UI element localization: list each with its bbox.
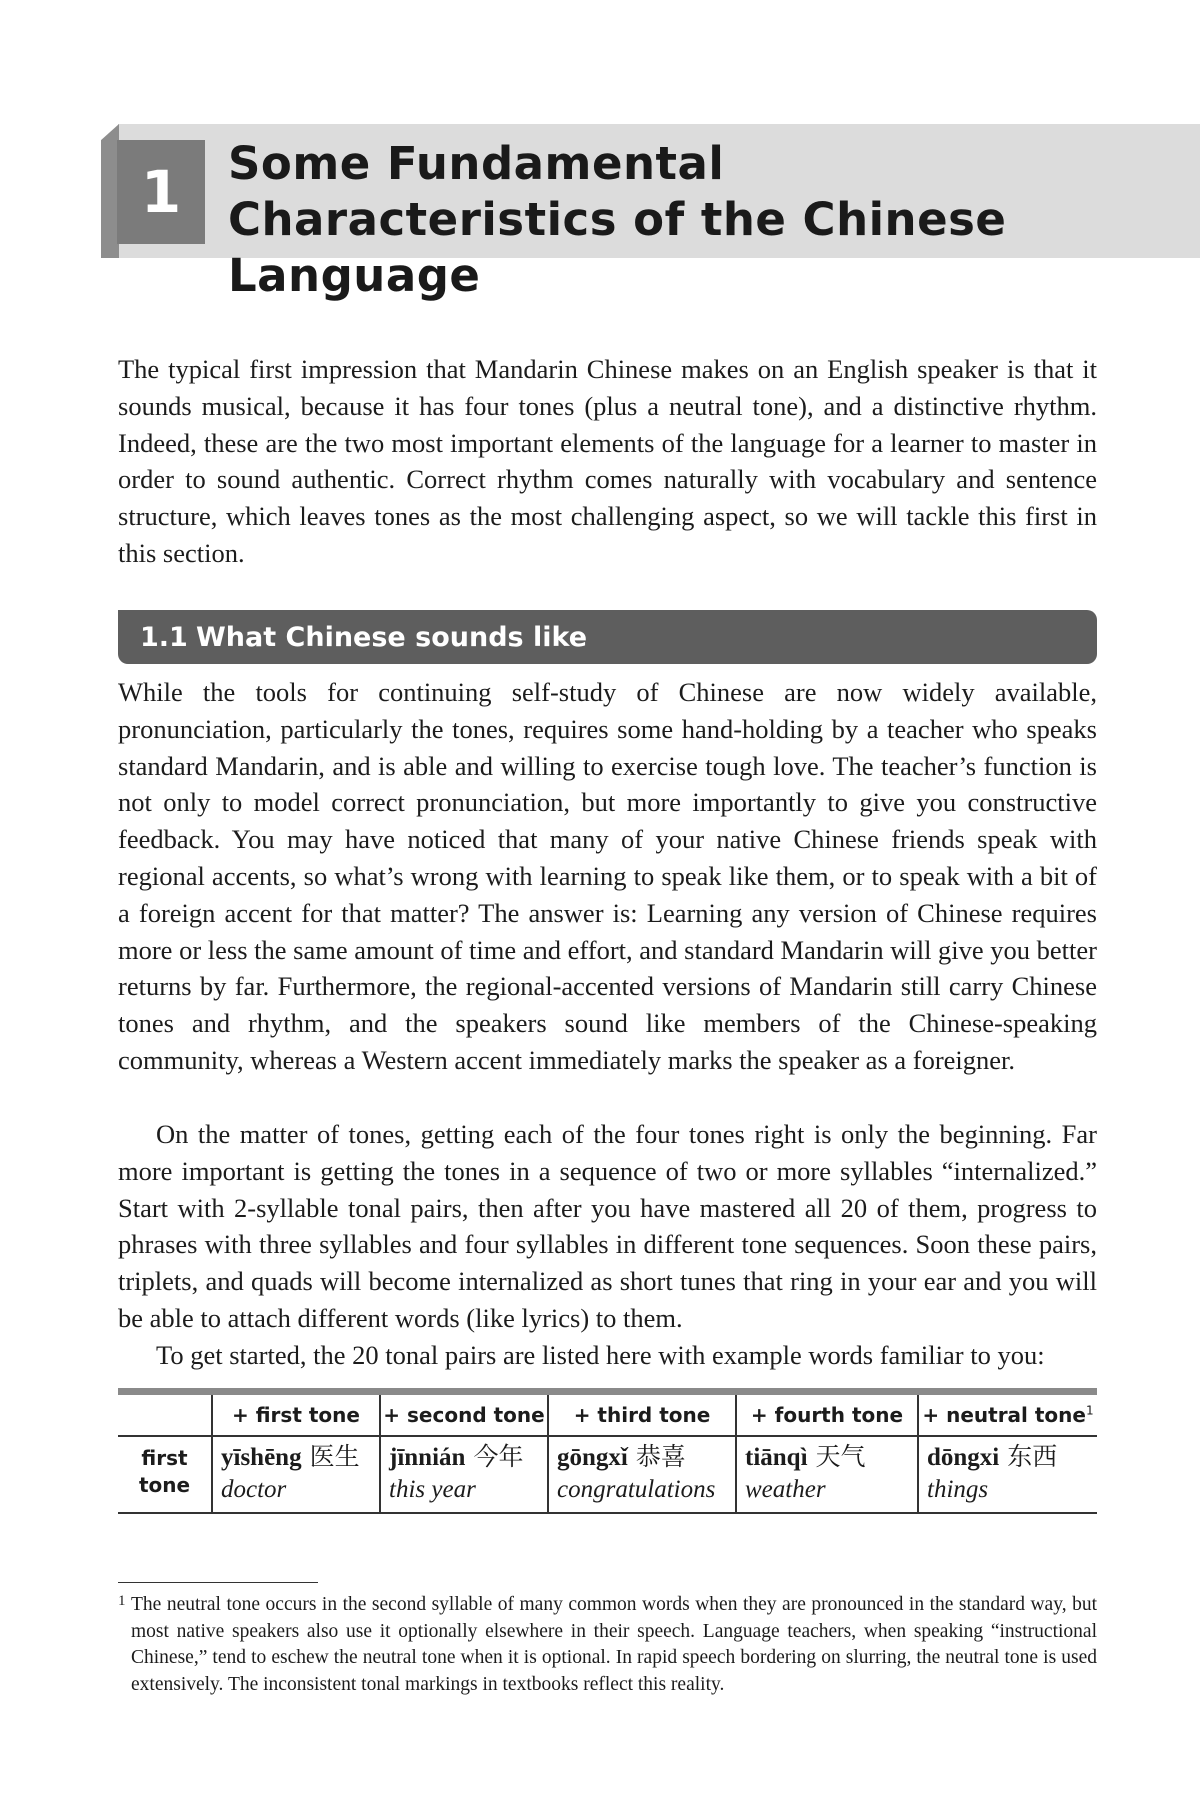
footnote-text: The neutral tone occurs in the second syllable of many common words when they are pronounced in the standard way, but most native speakers also use it optionally elsewhere in their speech. Language teachers, when speaking “instructional Chinese,” tend to eschew the neutral tone when it is optional. In rapid speech bordering on slurring, the neutral tone is used extensively. The inconsistent tonal markings in textbooks reflect this reality. <box>131 1594 1097 1695</box>
header-neutral-tone-label: + neutral tone <box>922 1403 1086 1427</box>
section-title: What Chinese sounds like <box>196 621 588 653</box>
hanzi: 今年 <box>473 1442 524 1471</box>
header-second-tone: + second tone <box>380 1392 548 1437</box>
footnote-marker: 1 <box>118 1593 126 1609</box>
gloss: weather <box>745 1476 826 1503</box>
body-paragraph-3: To get started, the 20 tonal pairs are listed here with example words familiar to you: <box>156 1340 1045 1370</box>
header-first-tone: + first tone <box>212 1392 380 1437</box>
tonal-pairs-table <box>118 1388 1097 1514</box>
intro-paragraph: The typical first impression that Mandarin Chinese makes on an English speaker is that it sounds musical, because it has four tones (plus a neutral tone), and a distinctive rhythm. Indeed, these are the two most important elements of the language for a learner to master in order to sound authentic. Correct rhythm comes naturally with vocabulary and sentence structure, which leaves tones as the most challenging aspect, so we will tackle this first in this section. <box>118 354 1097 568</box>
footnote <box>118 1592 1097 1698</box>
chapter-number: 1 <box>117 140 205 244</box>
body-paragraph-1: While the tools for continuing self-study of Chinese are now widely available, pronunciation, particularly the tones, requires some hand-holding by a teacher who speaks standard Mandarin, and is able and willing to exercise tough love. The teacher’s function is not only to model correct pronunciation, but more importantly to give you constructive feedback. You may have noticed that many of your native Chinese friends speak with regional accents, so what’s wrong with learning to speak like them, or to speak with a bit of a foreign accent for that matter? The answer is: Learning any version of Chinese requires more or less the same amount of time and effort, and standard Mandarin will give you better returns by far. Furthermore, the regional-accented versions of Mandarin still carry Chinese tones and rhythm, and the speakers sound like members of the Chinese-speaking community, whereas a Western accent immediately marks the speaker as a foreigner. <box>118 677 1097 1075</box>
row-label-line-2: tone <box>138 1473 191 1497</box>
pinyin-line <box>745 1441 917 1474</box>
pinyin: yīshēng <box>221 1444 302 1471</box>
table-corner-cell <box>118 1392 212 1437</box>
hanzi: 医生 <box>309 1442 360 1471</box>
hanzi: 恭喜 <box>635 1442 686 1471</box>
pinyin-line <box>927 1441 1097 1474</box>
table-cell <box>380 1436 548 1513</box>
header-neutral-tone <box>918 1392 1097 1437</box>
section-number: 1.1 <box>140 621 188 653</box>
gloss: doctor <box>221 1476 287 1503</box>
pinyin-line <box>221 1441 379 1474</box>
pinyin: tiānqì <box>745 1444 808 1471</box>
body-paragraph-2: On the matter of tones, getting each of the four tones right is only the beginning. Far more important is getting the tones in a sequence of two or more syllables “internalized.” Start with 2-syllable tonal pairs, then after you have mastered all 20 of them, progress to phrases with three syllables and four syllables in different tone sequences. Soon these pairs, triplets, and quads will become internalized as short tunes that ring in your ear and you will be able to attach different words (like lyrics) to them. <box>118 1119 1097 1333</box>
table-header-row <box>118 1392 1097 1437</box>
pinyin: dōngxi <box>927 1444 1000 1471</box>
pinyin: jīnnián <box>389 1444 466 1471</box>
table-cell <box>736 1436 918 1513</box>
pinyin-line <box>389 1441 547 1474</box>
gloss: this year <box>389 1476 476 1503</box>
gloss: congratulations <box>557 1476 716 1503</box>
table-cell <box>548 1436 736 1513</box>
footnote-divider <box>118 1582 318 1583</box>
hanzi: 东西 <box>1007 1442 1058 1471</box>
chapter-title: Some Fundamental Characteristics of the Chinese Language <box>228 137 1007 302</box>
gloss: things <box>927 1476 989 1503</box>
table-cell <box>212 1436 380 1513</box>
section-heading <box>118 610 1097 664</box>
table-row <box>118 1436 1097 1513</box>
pinyin: gōngxǐ <box>557 1444 628 1471</box>
header-third-tone: + third tone <box>548 1392 736 1437</box>
pinyin-line <box>557 1441 735 1474</box>
row-label-first-tone <box>118 1436 212 1513</box>
header-fourth-tone: + fourth tone <box>736 1392 918 1437</box>
row-label-line-1: first <box>141 1446 188 1470</box>
hanzi: 天气 <box>815 1442 866 1471</box>
table-cell <box>918 1436 1097 1513</box>
footnote-reference: 1 <box>1085 1403 1094 1418</box>
